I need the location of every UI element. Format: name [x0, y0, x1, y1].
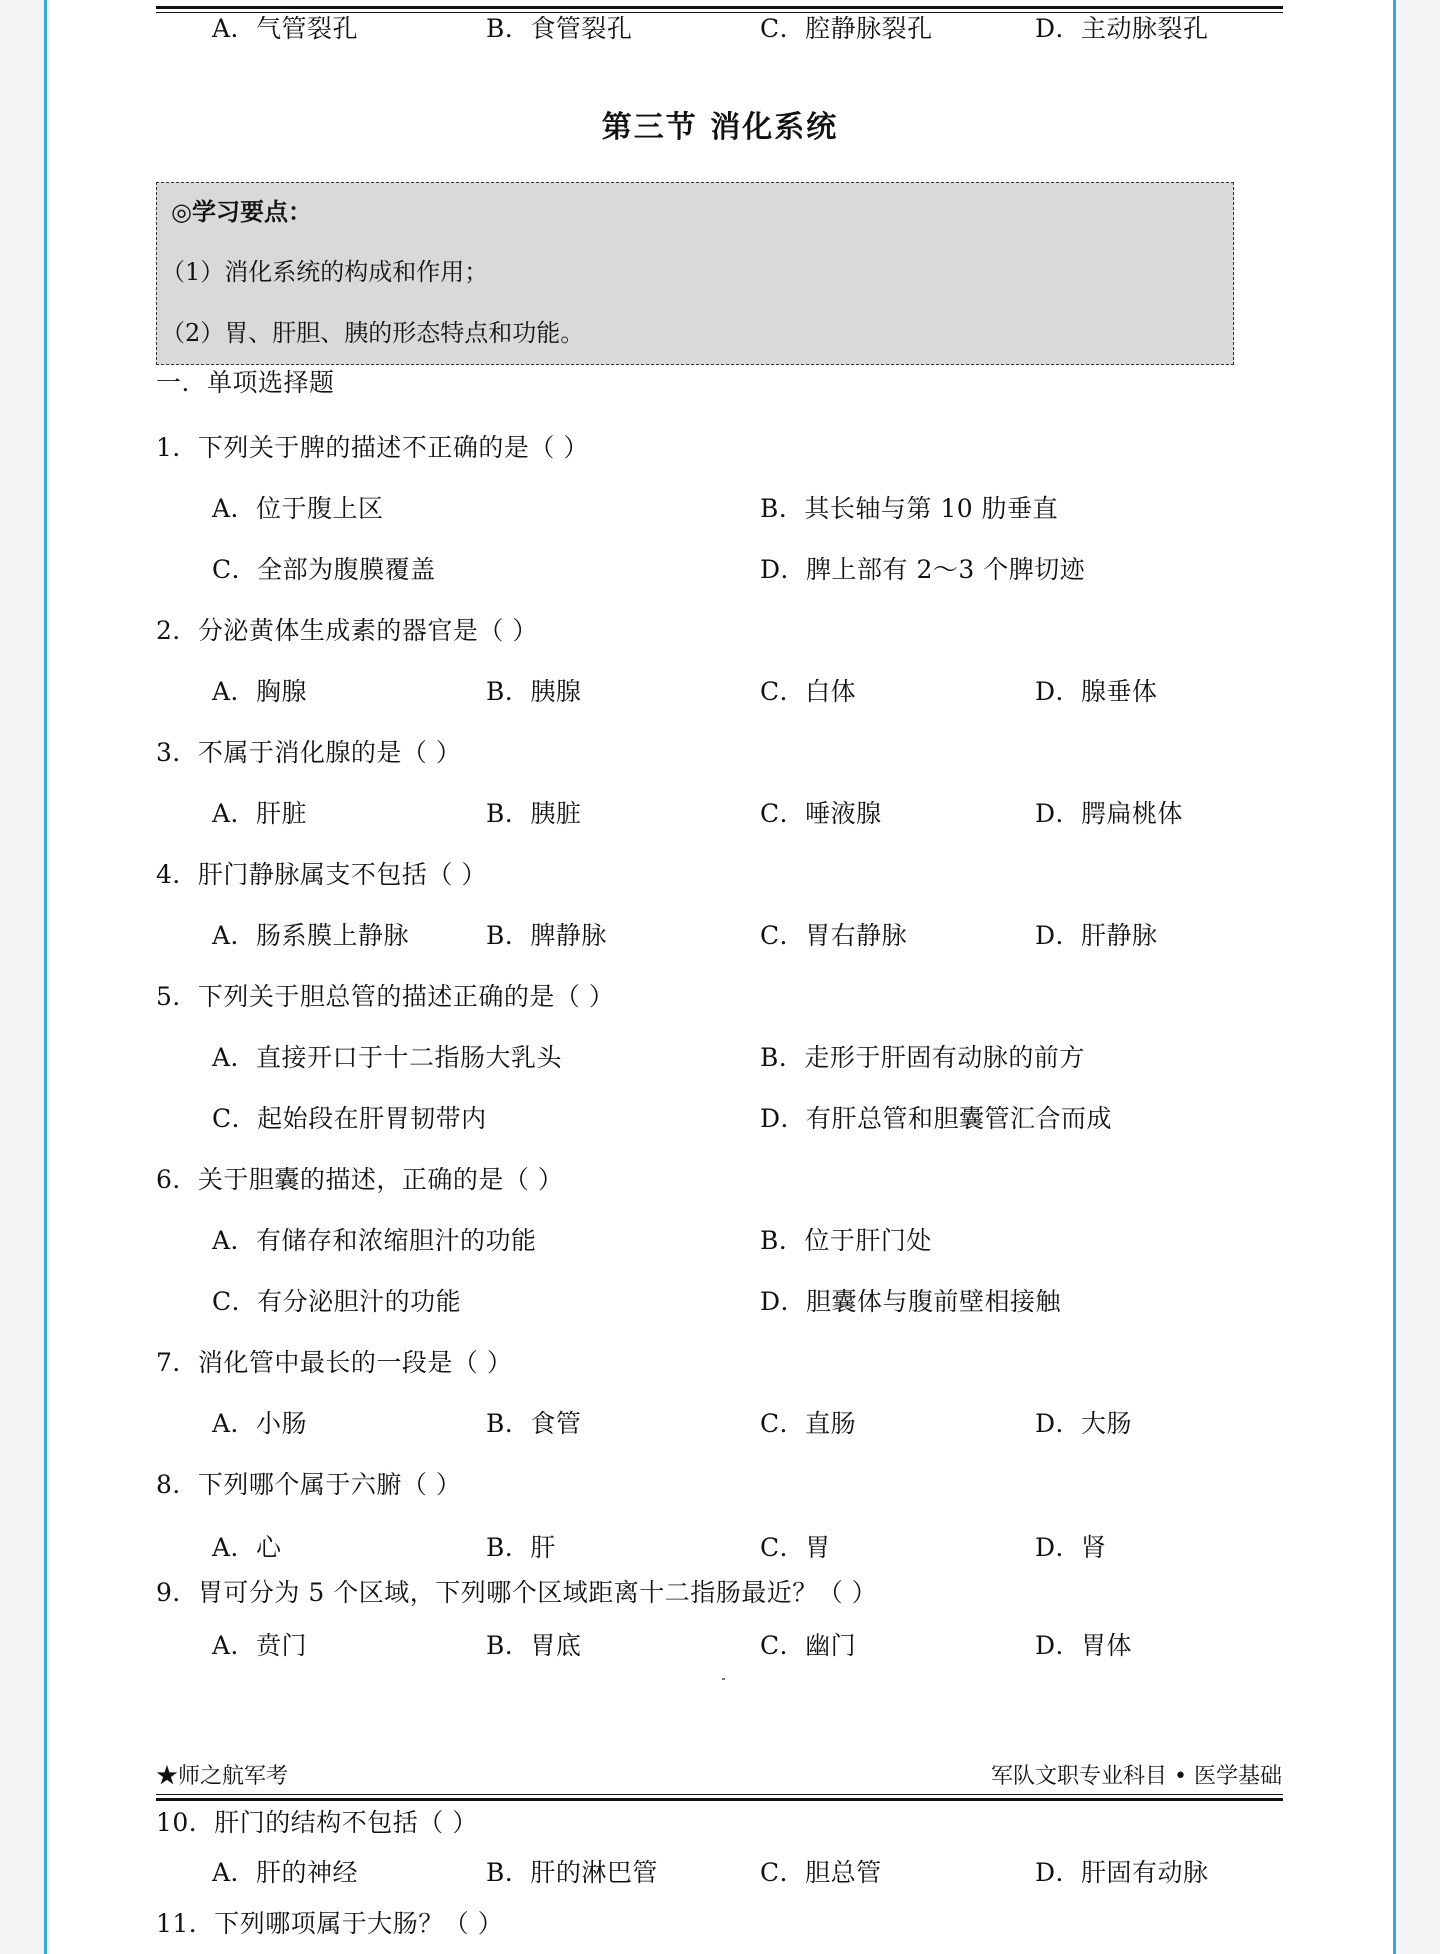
option-b: B．胃底: [486, 1631, 582, 1660]
prev-option-b: B．食管裂孔: [486, 14, 633, 43]
option-a: A．小肠: [212, 1409, 308, 1438]
question-stem: 2．分泌黄体生成素的器官是（ ）: [156, 616, 538, 645]
option-b: B．食管: [486, 1409, 582, 1438]
option-c: C．全部为腹膜覆盖: [212, 555, 436, 584]
option-c: C．幽门: [760, 1631, 857, 1660]
question-stem: 1．下列关于脾的描述不正确的是（ ）: [156, 433, 589, 462]
question-stem: 9．胃可分为 5 个区域，下列哪个区域距离十二指肠最近？（ ）: [156, 1578, 878, 1607]
question-stem: 5．下列关于胆总管的描述正确的是（ ）: [156, 982, 615, 1011]
option-b: B．走形于肝固有动脉的前方: [760, 1043, 1085, 1072]
header-rule-thick: [156, 6, 1283, 9]
question-stem: 6．关于胆囊的描述，正确的是（ ）: [156, 1165, 564, 1194]
option-c: C．胃右静脉: [760, 921, 908, 950]
option-a: A．位于腹上区: [212, 494, 384, 523]
question-stem: 8．下列哪个属于六腑（ ）: [156, 1470, 462, 1499]
option-d: D．胃体: [1035, 1631, 1133, 1660]
option-a: A．肠系膜上静脉: [212, 921, 410, 950]
option-a: A．心: [212, 1533, 282, 1562]
footer-subject: 军队文职专业科目 • 医学基础: [991, 1764, 1282, 1789]
option-b: B．肝的淋巴管: [486, 1858, 658, 1887]
key-points-box: [156, 182, 1234, 365]
option-d: D．肝固有动脉: [1035, 1858, 1209, 1887]
scan-speck: [722, 1678, 725, 1680]
option-d: D．肝静脉: [1035, 921, 1158, 950]
option-d: D．腺垂体: [1035, 677, 1158, 706]
option-a: A．胸腺: [212, 677, 308, 706]
option-c: C．胆总管: [760, 1858, 882, 1887]
footer-brand: ★师之航军考: [156, 1764, 289, 1789]
option-d: D．大肠: [1035, 1409, 1133, 1438]
option-a: A．肝脏: [212, 799, 308, 828]
option-c: C．胃: [760, 1533, 831, 1562]
question-stem: 4．肝门静脉属支不包括（ ）: [156, 860, 487, 889]
option-d: D．腭扁桃体: [1035, 799, 1184, 828]
option-b: B．肝: [486, 1533, 556, 1562]
option-d: D．有肝总管和胆囊管汇合而成: [760, 1104, 1113, 1133]
part-heading: 一．单项选择题: [156, 368, 335, 397]
key-point-item: （2）胃、肝胆、胰的形态特点和功能。: [161, 319, 585, 347]
option-d: D．脾上部有 2～3 个脾切迹: [760, 555, 1086, 584]
key-point-item: （1）消化系统的构成和作用；: [161, 258, 489, 286]
prev-option-d: D．主动脉裂孔: [1035, 14, 1209, 43]
footer-rule-thin: [156, 1794, 1283, 1795]
header-rule-thin: [156, 12, 1283, 13]
option-a: A．肝的神经: [212, 1858, 359, 1887]
option-a: A．有储存和浓缩胆汁的功能: [212, 1226, 537, 1255]
option-b: B．位于肝门处: [760, 1226, 932, 1255]
question-stem: 10．肝门的结构不包括（ ）: [156, 1808, 478, 1837]
option-d: D．肾: [1035, 1533, 1107, 1562]
question-stem: 3．不属于消化腺的是（ ）: [156, 738, 462, 767]
option-a: A．贲门: [212, 1631, 308, 1660]
page-frame-left: [44, 0, 47, 1954]
option-b: B．胰脏: [486, 799, 582, 828]
footer-rule-thick: [156, 1798, 1283, 1801]
section-title: 第三节 消化系统: [601, 110, 839, 145]
option-b: B．其长轴与第 10 肋垂直: [760, 494, 1059, 523]
page-frame-right: [1393, 0, 1396, 1954]
option-d: D．胆囊体与腹前壁相接触: [760, 1287, 1062, 1316]
question-stem: 7．消化管中最长的一段是（ ）: [156, 1348, 513, 1377]
key-points-heading: ◎学习要点：: [171, 197, 312, 226]
option-c: C．直肠: [760, 1409, 857, 1438]
option-b: B．胰腺: [486, 677, 582, 706]
option-c: C．白体: [760, 677, 857, 706]
question-stem: 11．下列哪项属于大肠？（ ）: [156, 1909, 504, 1938]
option-b: B．脾静脉: [486, 921, 607, 950]
prev-option-c: C．腔静脉裂孔: [760, 14, 933, 43]
option-c: C．有分泌胆汁的功能: [212, 1287, 462, 1316]
option-a: A．直接开口于十二指肠大乳头: [212, 1043, 563, 1072]
prev-option-a: A．气管裂孔: [212, 14, 359, 43]
option-c: C．唾液腺: [760, 799, 882, 828]
option-c: C．起始段在肝胃韧带内: [212, 1104, 487, 1133]
